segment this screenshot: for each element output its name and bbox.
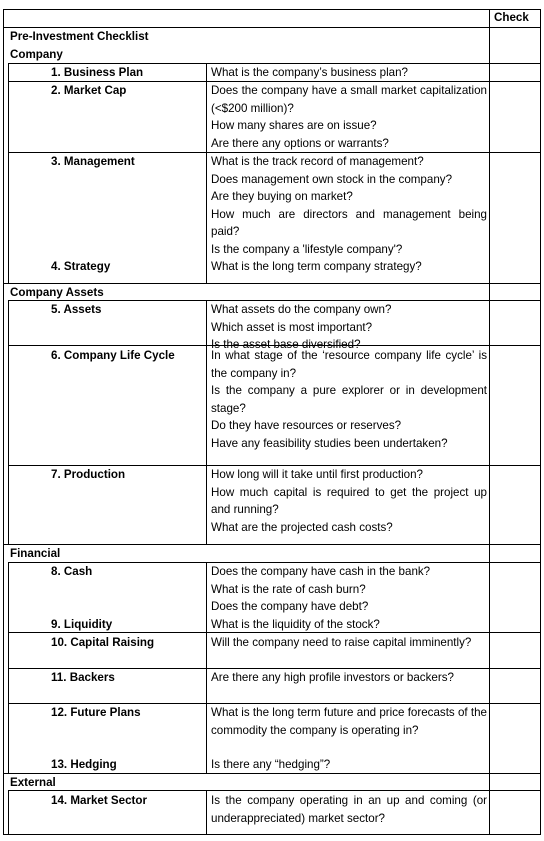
item-border [8,562,9,774]
question: Is the asset base diversified? [211,338,361,352]
question: Is there any “hedging”? [211,758,331,771]
question: Have any feasibility studies been undertaken? [211,436,448,450]
item-label: 2. Market Cap [51,84,127,97]
item-label: 4. Strategy [51,260,111,273]
item-questions [211,466,487,536]
item-label: 8. Cash [51,565,93,578]
item-questions [211,792,487,827]
column-divider [206,300,207,545]
question: Which asset is most important? [211,320,373,334]
question: Is the company a 'lifestyle company'? [211,242,403,256]
section-heading: Company [10,48,63,61]
question: What is the long term future and price forecasts of the commodity the company is operating in? [211,706,487,737]
question: What are the projected cash costs? [211,520,393,534]
item-questions [211,669,487,687]
item-border [8,300,9,545]
column-divider [206,790,207,835]
item-questions [211,563,487,616]
question: Are they buying on market? [211,190,353,204]
item-questions [211,82,487,152]
item-questions [211,634,487,652]
question: Does the company have cash in the bank? [211,565,431,578]
row-divider [3,544,541,545]
question: Do they have resources or reserves? [211,419,402,433]
question: Does management own stock in the company? [211,172,453,186]
question: How much capital is required to get the project up and running? [211,485,487,517]
page-title: Pre-Investment Checklist [10,30,149,43]
table-border [3,834,541,835]
item-questions [211,756,487,774]
question: What is the liquidity of the stock? [211,618,380,631]
item-questions [211,153,487,259]
question: Is the company a pure explorer or in development stage? [211,384,487,415]
item-questions [211,258,487,276]
question: How long will it take until first production? [211,468,424,481]
item-label: 9. Liquidity [51,618,113,631]
column-divider [206,562,207,774]
item-questions [211,347,487,453]
item-label: 6. Company Life Cycle [51,349,175,362]
question: Are there any high profile investors or backers? [211,671,454,684]
column-divider [206,63,207,284]
item-label: 12. Future Plans [51,706,141,719]
item-label: 7. Production [51,468,126,481]
row-divider [8,790,541,791]
item-label: 10. Capital Raising [51,636,155,649]
question: Does the company have a small market capitalization (<$200 million)? [211,84,487,115]
item-questions [211,64,487,82]
question: What is the rate of cash burn? [211,582,366,596]
item-questions [211,704,487,739]
question: Are there any options or warrants? [211,136,389,150]
item-label: 14. Market Sector [51,794,148,807]
question: What assets do the company own? [211,303,392,316]
question: What is the track record of management? [211,155,424,168]
question: What is the company’s business plan? [211,66,408,79]
question: Is the company operating in an up and coming (or underappreciated) market sector? [211,794,487,825]
item-label: 3. Management [51,155,135,168]
checklist-table [3,9,541,835]
section-heading: Financial [10,547,61,560]
question: In what stage of the ‘resource company life cycle’ is the company in? [211,349,487,380]
table-border [540,9,541,835]
question: Will the company need to raise capital imminently? [211,636,472,649]
item-border [8,63,9,284]
section-heading: Company Assets [10,286,104,299]
table-border [489,9,490,835]
item-questions [211,616,487,634]
question: What is the long term company strategy? [211,260,422,273]
check-column-header: Check [494,11,529,24]
table-border [3,9,4,835]
section-heading: External [10,776,56,789]
question: How much are directors and management being paid? [211,207,487,239]
item-label: 1. Business Plan [51,66,144,79]
item-border [8,790,9,835]
item-questions [211,301,487,354]
question: How many shares are on issue? [211,119,377,133]
item-label: 13. Hedging [51,758,117,771]
question: Does the company have debt? [211,600,369,614]
table-border [3,9,541,10]
item-label: 11. Backers [51,671,115,684]
item-label: 5. Assets [51,303,102,316]
